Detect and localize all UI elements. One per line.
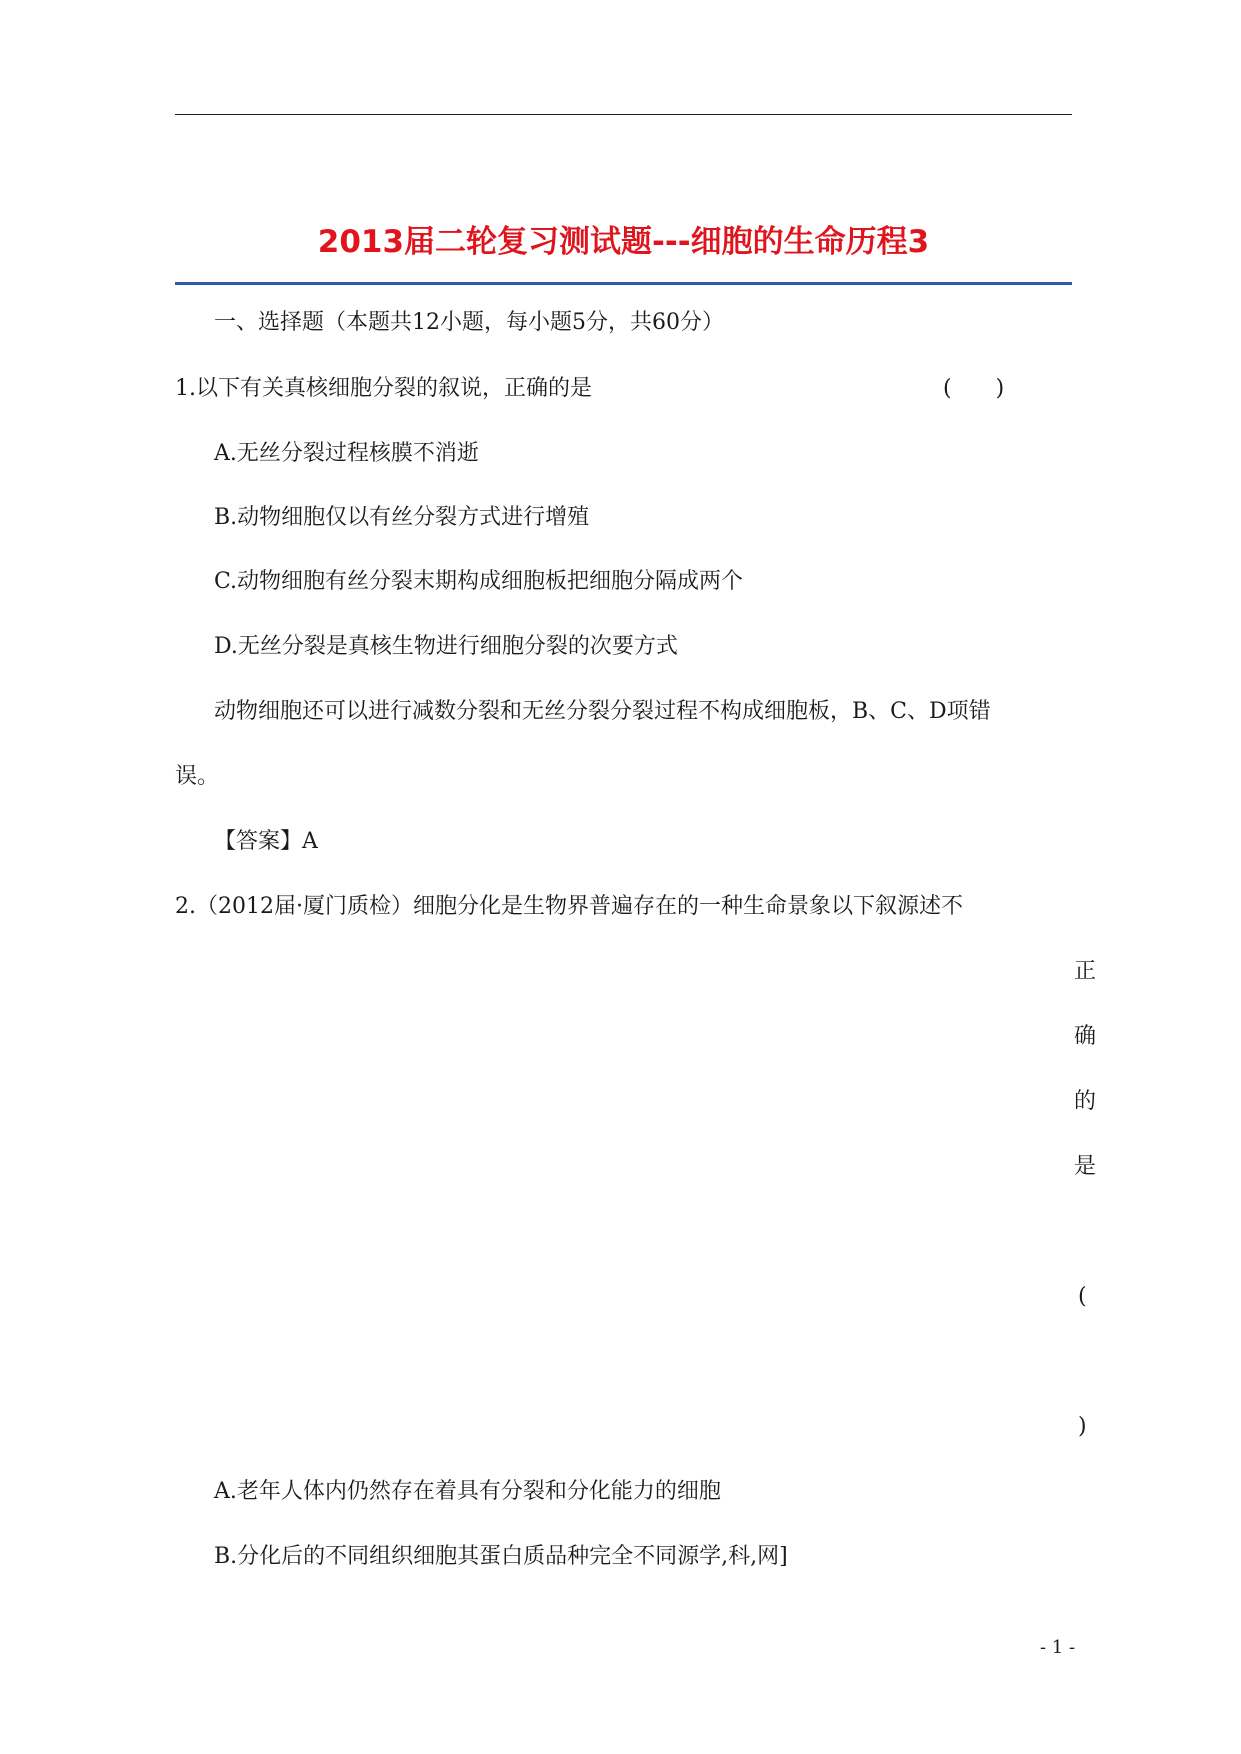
question-1-answer: 【答案】A bbox=[214, 829, 318, 854]
question-2-option-a: A.老年人体内仍然存在着具有分裂和分化能力的细胞 bbox=[214, 1479, 721, 1504]
question-2-paren-close: ) bbox=[1078, 1414, 1087, 1439]
section-header: 一、选择题（本题共12小题，每小题5分，共60分） bbox=[214, 310, 724, 335]
question-1-option-a: A.无丝分裂过程核膜不消逝 bbox=[214, 441, 479, 466]
question-2-vertical-char: 确 bbox=[1074, 1024, 1097, 1049]
page-number: - 1 - bbox=[1040, 1637, 1076, 1658]
document-title: 2013届二轮复习测试题---细胞的生命历程3 bbox=[317, 224, 930, 260]
question-2-vertical-char: 是 bbox=[1074, 1154, 1097, 1179]
question-1-option-c: C.动物细胞有丝分裂末期构成细胞板把细胞分隔成两个 bbox=[214, 569, 744, 594]
question-1-answer-blank: ( ) bbox=[943, 376, 1005, 401]
question-1-explanation: 动物细胞还可以进行减数分裂和无丝分裂分裂过程不构成细胞板，B、C、D项错 bbox=[214, 699, 991, 724]
question-1-explanation-cont: 误。 bbox=[175, 764, 220, 789]
question-2-vertical-char: 的 bbox=[1074, 1089, 1097, 1114]
question-1-option-d: D.无丝分裂是真核生物进行细胞分裂的次要方式 bbox=[214, 634, 678, 659]
question-2-paren-open: ( bbox=[1078, 1284, 1087, 1309]
header-rule bbox=[175, 114, 1072, 115]
question-2-option-b: B.分化后的不同组织细胞其蛋白质品种完全不同源学,科,网] bbox=[214, 1544, 788, 1569]
question-2-stem: 2.（2012届·厦门质检）细胞分化是生物界普遍存在的一种生命景象以下叙源述不 bbox=[175, 894, 963, 919]
question-1-option-b: B.动物细胞仅以有丝分裂方式进行增殖 bbox=[214, 505, 590, 530]
question-1-stem: 1.以下有关真核细胞分裂的叙说，正确的是 bbox=[175, 376, 592, 401]
question-2-vertical-char: 正 bbox=[1074, 959, 1097, 984]
title-underline bbox=[175, 282, 1072, 285]
